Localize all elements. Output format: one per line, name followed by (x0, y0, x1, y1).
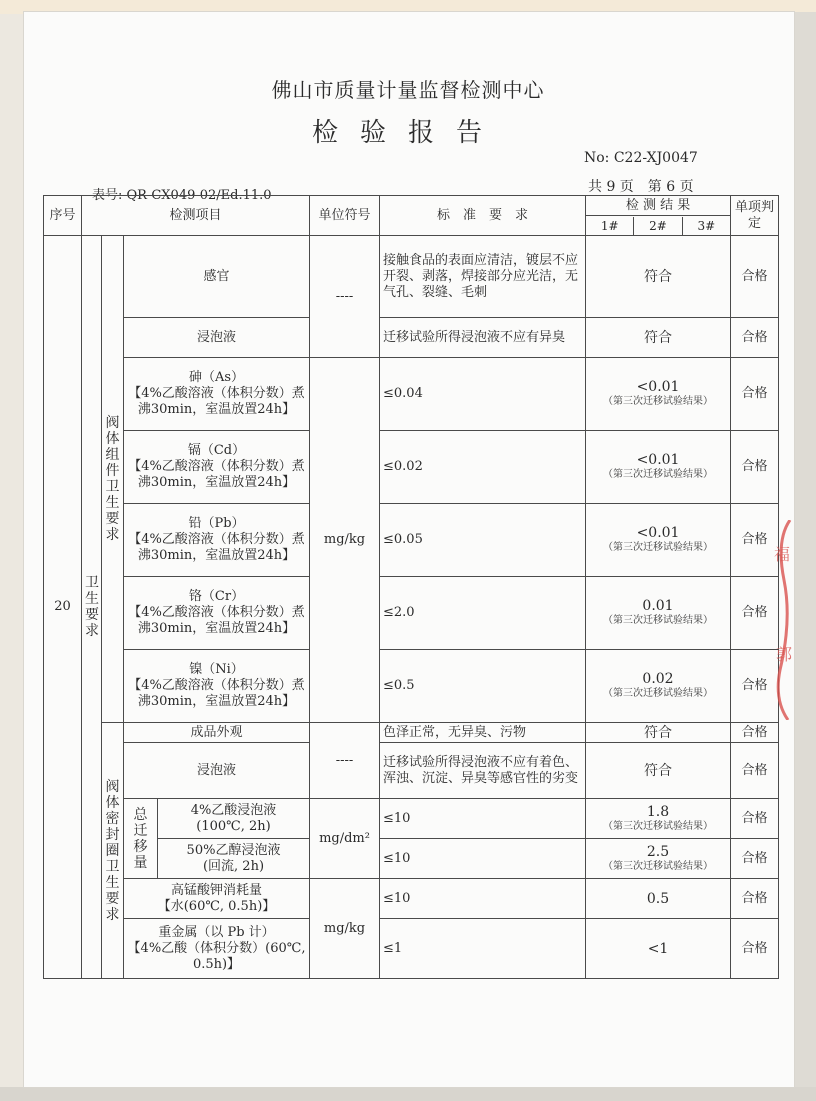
standard-cell: ≤1 (380, 919, 586, 979)
judgement-cell: 合格 (731, 723, 779, 743)
organization-name: 佛山市质量计量监督检测中心 (271, 78, 545, 102)
item-cell: 镍（Ni） 【4%乙酸溶液（体积分数）煮沸30min，室温放置24h】 (124, 650, 310, 723)
judgement-cell: 合格 (731, 650, 779, 723)
standard-cell: ≤10 (380, 799, 586, 839)
header-judgement: 单项判定 (731, 196, 779, 236)
red-stamp-fragment (770, 520, 794, 720)
standard-cell: ≤0.04 (380, 358, 586, 431)
judgement-cell: 合格 (731, 577, 779, 650)
result-cell: <0.01 （第三次迁移试验结果） (586, 431, 731, 504)
judgement-cell: 合格 (731, 743, 779, 799)
standard-cell: ≤0.5 (380, 650, 586, 723)
report-number: No: C22-XJ0047 (584, 150, 698, 166)
header-seq: 序号 (44, 196, 82, 236)
form-number: 表号: QR-CX049-02/Ed.11.0 (92, 188, 272, 203)
item-cell: 高锰酸钾消耗量 【水(60℃, 0.5h)】 (124, 879, 310, 919)
judgement-cell: 合格 (731, 919, 779, 979)
item-cell: 成品外观 (124, 723, 310, 743)
standard-cell: ≤0.05 (380, 504, 586, 577)
judgement-cell: 合格 (731, 799, 779, 839)
judgement-cell: 合格 (731, 839, 779, 879)
unit-cell: ---- (310, 236, 380, 358)
result-cell: <1 (586, 919, 731, 979)
header-standard: 标 准 要 求 (380, 196, 586, 236)
page-info: 共 9 页 第 6 页 (588, 179, 694, 195)
photo-background-right (794, 12, 816, 1101)
header-sample-2: 2# (633, 217, 681, 235)
unit-cell: mg/dm² (310, 799, 380, 879)
item-cell: 砷（As） 【4%乙酸溶液（体积分数）煮沸30min，室温放置24h】 (124, 358, 310, 431)
judgement-cell: 合格 (731, 504, 779, 577)
item-cell: 重金属（以 Pb 计） 【4%乙酸（体积分数）(60℃, 0.5h)】 (124, 919, 310, 979)
result-cell: 0.5 (586, 879, 731, 919)
migration-group: 总迁移量 (124, 799, 158, 879)
standard-cell: ≤2.0 (380, 577, 586, 650)
result-cell: 0.01 （第三次迁移试验结果） (586, 577, 731, 650)
header-item: 检测项目 (82, 196, 310, 236)
category-label: 卫生要求 (82, 236, 102, 979)
standard-cell: 接触食品的表面应清洁，镀层不应开裂、剥落，焊接部分应光洁，无气孔、裂缝、毛刺 (380, 236, 586, 318)
item-cell: 感官 (124, 236, 310, 318)
unit-cell: ---- (310, 723, 380, 799)
inspection-table (43, 195, 779, 979)
result-cell: <0.01 （第三次迁移试验结果） (586, 358, 731, 431)
unit-cell: mg/kg (310, 358, 380, 723)
result-cell: 符合 (586, 236, 731, 318)
standard-cell: ≤10 (380, 879, 586, 919)
standard-cell: ≤10 (380, 839, 586, 879)
judgement-cell: 合格 (731, 431, 779, 504)
header-result-samples (586, 216, 731, 236)
result-cell: 符合 (586, 723, 731, 743)
judgement-cell: 合格 (731, 879, 779, 919)
standard-cell: 迁移试验所得浸泡液不应有异臭 (380, 318, 586, 358)
header-result: 检 测 结 果 (586, 196, 731, 216)
item-cell: 铬（Cr） 【4%乙酸溶液（体积分数）煮沸30min，室温放置24h】 (124, 577, 310, 650)
photo-background-bottom (0, 1087, 816, 1101)
stamp-glyph: 福 (774, 545, 791, 564)
standard-cell: ≤0.02 (380, 431, 586, 504)
standard-cell: 色泽正常，无异臭、污物 (380, 723, 586, 743)
header-sample-1: 1# (600, 218, 619, 233)
judgement-cell: 合格 (731, 318, 779, 358)
result-cell: 0.02 （第三次迁移试验结果） (586, 650, 731, 723)
header-sample-3: 3# (682, 217, 730, 235)
group-valve-body: 阀体组件卫生要求 (102, 236, 124, 723)
unit-cell: mg/kg (310, 879, 380, 979)
result-cell: <0.01 （第三次迁移试验结果） (586, 504, 731, 577)
header-unit: 单位符号 (310, 196, 380, 236)
result-cell: 2.5 （第三次迁移试验结果） (586, 839, 731, 879)
judgement-cell: 合格 (731, 358, 779, 431)
seq-number: 20 (44, 236, 82, 979)
group-valve-seal: 阀体密封圈卫生要求 (102, 723, 124, 979)
result-cell: 1.8 （第三次迁移试验结果） (586, 799, 731, 839)
item-cell: 50%乙醇浸泡液 (回流, 2h) (158, 839, 310, 879)
document-title: 检验报告 (311, 118, 504, 148)
standard-cell: 迁移试验所得浸泡液不应有着色、浑浊、沉淀、异臭等感官性的劣变 (380, 743, 586, 799)
judgement-cell: 合格 (731, 236, 779, 318)
stamp-glyph: 郭 (776, 645, 793, 664)
item-cell: 4%乙酸浸泡液 (100℃, 2h) (158, 799, 310, 839)
item-cell: 浸泡液 (124, 743, 310, 799)
item-cell: 镉（Cd） 【4%乙酸溶液（体积分数）煮沸30min，室温放置24h】 (124, 431, 310, 504)
item-cell: 铅（Pb） 【4%乙酸溶液（体积分数）煮沸30min，室温放置24h】 (124, 504, 310, 577)
result-cell: 符合 (586, 743, 731, 799)
item-cell: 浸泡液 (124, 318, 310, 358)
result-cell: 符合 (586, 318, 731, 358)
